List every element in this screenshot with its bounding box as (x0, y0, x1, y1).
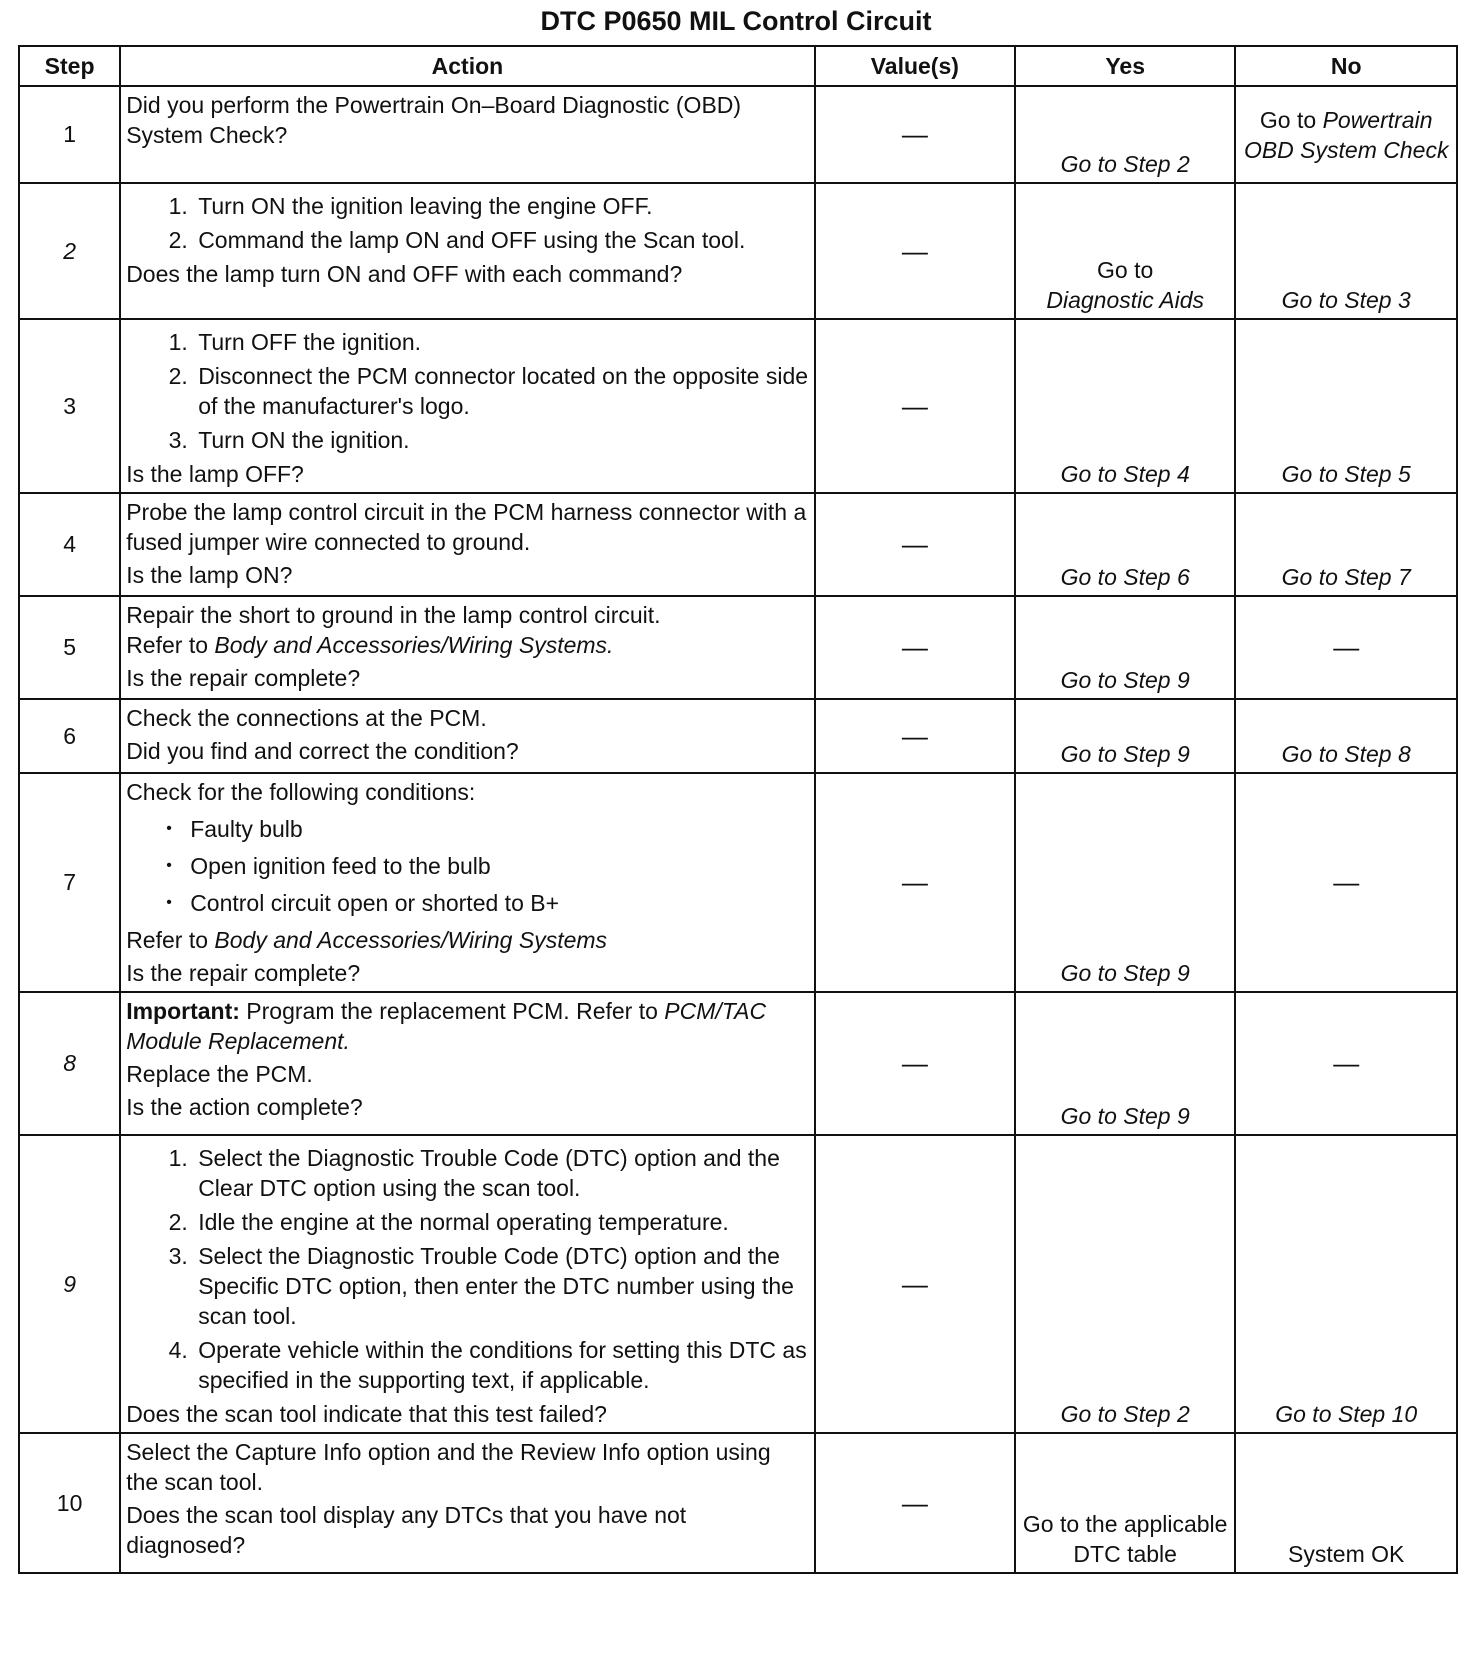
table-row (19, 992, 1457, 1135)
value-cell: — (815, 699, 1015, 773)
action-question: Is the repair complete? (126, 960, 361, 986)
action-item: 1. Select the Diagnostic Trouble Code (DTC) option and the Clear DTC option using the scan tool. (194, 1143, 809, 1203)
action-cell (120, 493, 815, 596)
step-number: 4 (19, 493, 120, 596)
value-cell: — (815, 773, 1015, 992)
value-cell: — (815, 1433, 1015, 1573)
table-row (19, 183, 1457, 319)
action-cell (120, 319, 815, 493)
value-cell: — (815, 86, 1015, 183)
value-cell: — (815, 992, 1015, 1135)
action-question: Is the action complete? (126, 1094, 363, 1120)
action-question: Did you find and correct the condition? (126, 738, 519, 764)
action-item: 4. Operate vehicle within the conditions for setting this DTC as specified in the supporting text, if applicable. (194, 1335, 809, 1395)
refer-link: Body and Accessories/Wiring Systems. (214, 632, 614, 658)
action-item: 2. Command the lamp ON and OFF using the Scan tool. (194, 225, 809, 255)
important-text: Program the replacement PCM. Refer to (246, 998, 658, 1024)
action-refer (126, 630, 809, 660)
action-cell (120, 596, 815, 699)
table-row (19, 1135, 1457, 1433)
table-row (19, 319, 1457, 493)
step-number: 5 (19, 596, 120, 699)
yes-cell: Go to Step 9 (1015, 699, 1235, 773)
action-cell (120, 1433, 815, 1573)
action-steps (126, 191, 809, 255)
no-cell: — (1235, 596, 1457, 699)
header-values: Value(s) (815, 46, 1015, 86)
action-steps (126, 327, 809, 455)
condition-list (126, 814, 809, 918)
action-text: Did you perform the Powertrain On–Board Diagnostic (OBD) System Check? (126, 92, 742, 148)
yes-cell (1015, 183, 1235, 319)
table-header-row (19, 46, 1457, 86)
action-question: Does the scan tool display any DTCs that you have not diagnosed? (126, 1502, 687, 1558)
yes-cell: Go to Step 2 (1015, 1135, 1235, 1433)
step-number: 3 (19, 319, 120, 493)
diagnostic-table (18, 45, 1458, 1574)
important-link: PCM/TAC Module Replacement. (126, 998, 767, 1054)
yes-cell: Go to Step 9 (1015, 596, 1235, 699)
no-cell: System OK (1235, 1433, 1457, 1573)
header-action: Action (120, 46, 815, 86)
action-cell (120, 1135, 815, 1433)
action-text: Replace the PCM. (126, 1061, 313, 1087)
table-row (19, 596, 1457, 699)
step-number: 1 (19, 86, 120, 183)
header-step: Step (19, 46, 120, 86)
action-steps (126, 1143, 809, 1395)
no-cell (1235, 86, 1457, 183)
yes-cell: Go to the applicable DTC table (1015, 1433, 1235, 1573)
step-number: 7 (19, 773, 120, 992)
important-note (126, 996, 809, 1056)
action-cell (120, 183, 815, 319)
important-label: Important: (126, 998, 240, 1024)
no-prefix: Go to (1259, 106, 1317, 133)
list-item: • Open ignition feed to the bulb (190, 851, 809, 881)
value-cell: — (815, 319, 1015, 493)
page-title: DTC P0650 MIL Control Circuit (540, 6, 932, 36)
list-item: • Faulty bulb (190, 814, 809, 844)
no-cell: Go to Step 3 (1235, 183, 1457, 319)
yes-cell: Go to Step 4 (1015, 319, 1235, 493)
action-item: 3. Turn ON the ignition. (194, 425, 809, 455)
refer-prefix: Refer to (126, 632, 209, 658)
no-cell: Go to Step 8 (1235, 699, 1457, 773)
action-item: 3. Select the Diagnostic Trouble Code (DTC) option and the Specific DTC option, then enter the DTC number using the scan tool. (194, 1241, 809, 1331)
action-item: 2. Idle the engine at the normal operating temperature. (194, 1207, 809, 1237)
action-text: Probe the lamp control circuit in the PCM harness connector with a fused jumper wire connected to ground. (126, 499, 807, 555)
action-cell (120, 699, 815, 773)
header-no: No (1235, 46, 1457, 86)
action-cell (120, 773, 815, 992)
action-item: 1. Turn OFF the ignition. (194, 327, 809, 357)
action-item: 1. Turn ON the ignition leaving the engine OFF. (194, 191, 809, 221)
step-number: 2 (19, 183, 120, 319)
no-cell: — (1235, 992, 1457, 1135)
yes-cell: Go to Step 2 (1015, 86, 1235, 183)
action-text: Check the connections at the PCM. (126, 705, 487, 731)
table-row (19, 493, 1457, 596)
action-question: Does the lamp turn ON and OFF with each command? (126, 261, 683, 287)
table-row (19, 86, 1457, 183)
step-number: 8 (19, 992, 120, 1135)
refer-prefix: Refer to (126, 927, 209, 953)
action-item: 2. Disconnect the PCM connector located on the opposite side of the manufacturer's logo. (194, 361, 809, 421)
step-number: 6 (19, 699, 120, 773)
action-refer (126, 925, 809, 955)
no-cell: Go to Step 7 (1235, 493, 1457, 596)
no-cell: — (1235, 773, 1457, 992)
yes-prefix: Go to (1097, 257, 1154, 283)
no-cell: Go to Step 5 (1235, 319, 1457, 493)
table-row (19, 699, 1457, 773)
action-text: Repair the short to ground in the lamp control circuit. (126, 602, 661, 628)
yes-cell: Go to Step 9 (1015, 773, 1235, 992)
value-cell: — (815, 1135, 1015, 1433)
value-cell: — (815, 493, 1015, 596)
no-link: Powertrain OBD System Check (1243, 106, 1449, 163)
yes-link: Diagnostic Aids (1046, 287, 1205, 313)
no-cell: Go to Step 10 (1235, 1135, 1457, 1433)
refer-link: Body and Accessories/Wiring Systems (214, 927, 608, 953)
action-text: Check for the following conditions: (126, 779, 476, 805)
action-question: Does the scan tool indicate that this test failed? (126, 1401, 607, 1427)
list-item: • Control circuit open or shorted to B+ (190, 888, 809, 918)
value-cell: — (815, 183, 1015, 319)
step-number: 10 (19, 1433, 120, 1573)
value-cell: — (815, 596, 1015, 699)
yes-cell: Go to Step 6 (1015, 493, 1235, 596)
action-question: Is the repair complete? (126, 665, 361, 691)
action-question: Is the lamp ON? (126, 562, 293, 588)
table-row (19, 1433, 1457, 1573)
yes-cell: Go to Step 9 (1015, 992, 1235, 1135)
action-cell (120, 86, 815, 183)
step-number: 9 (19, 1135, 120, 1433)
action-cell (120, 992, 815, 1135)
header-yes: Yes (1015, 46, 1235, 86)
action-question: Is the lamp OFF? (126, 461, 304, 487)
action-text: Select the Capture Info option and the Review Info option using the scan tool. (126, 1439, 771, 1495)
table-row (19, 773, 1457, 992)
